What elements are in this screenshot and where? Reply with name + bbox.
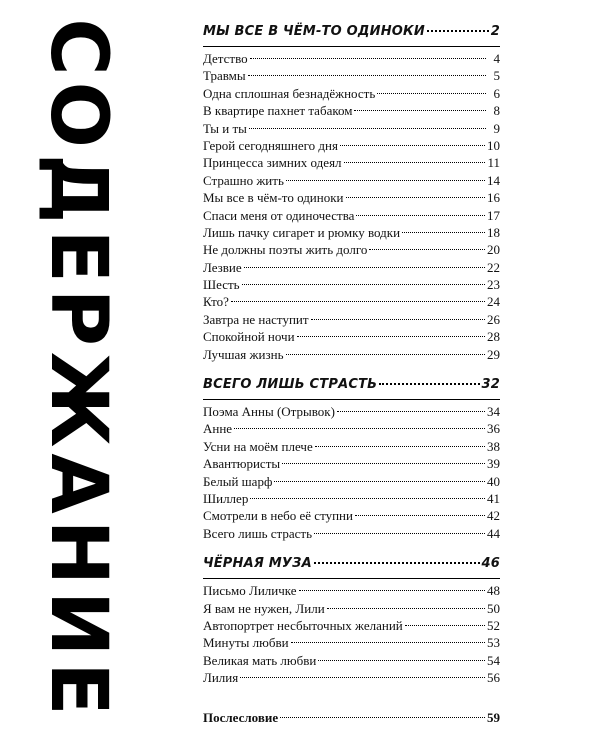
leader-dots — [354, 110, 486, 111]
entry-page: 40 — [487, 473, 500, 489]
entry-title: Лишь пачку сигарет и рюмку водки — [203, 224, 401, 240]
entry-page: 18 — [487, 224, 500, 240]
entry-page: 24 — [487, 294, 500, 310]
entry-page: 28 — [487, 329, 500, 345]
leader-dots — [291, 642, 485, 643]
leader-dots — [282, 463, 485, 464]
toc-entry[interactable] — [203, 172, 500, 189]
entry-title: Лилия — [203, 670, 239, 686]
toc-entry[interactable] — [203, 652, 500, 669]
entry-title: Завтра не наступит — [203, 311, 309, 327]
toc-entry[interactable] — [203, 85, 500, 102]
entry-list — [203, 403, 500, 542]
leader-dots — [314, 533, 485, 534]
leader-dots — [240, 677, 485, 678]
entry-title: Ты и ты — [203, 120, 247, 136]
section-title: МЫ ВСЕ В ЧЁМ-ТО ОДИНОКИ — [203, 24, 425, 39]
entry-title: Лучшая жизнь — [203, 346, 284, 362]
entry-title: Послесловие — [203, 709, 279, 725]
section-heading[interactable] — [203, 24, 500, 47]
entry-page: 39 — [487, 456, 500, 472]
entry-page: 4 — [493, 51, 500, 66]
entry-title: Смотрели в небо её ступни — [203, 508, 353, 524]
entry-list — [203, 582, 500, 686]
entry-title: Всего лишь страсть — [203, 525, 313, 541]
section-title: ЧЁРНАЯ МУЗА — [203, 556, 312, 572]
entry-title: В квартире пахнет табаком — [203, 103, 353, 119]
leader-dots — [427, 30, 489, 32]
toc-entry[interactable] — [203, 403, 500, 420]
entry-title: Великая мать любви — [203, 652, 317, 668]
leader-dots — [315, 446, 485, 447]
entry-title: Детство — [203, 51, 248, 66]
leader-dots — [337, 411, 485, 412]
section-3 — [203, 556, 500, 686]
leader-dots — [242, 284, 485, 285]
leader-dots — [280, 717, 485, 718]
entry-title: Мы все в чём-то одиноки — [203, 190, 344, 206]
entry-page: 34 — [487, 404, 500, 420]
leader-dots — [355, 515, 485, 516]
toc-entry[interactable] — [203, 438, 500, 455]
toc-entry[interactable] — [203, 311, 500, 328]
toc-entry[interactable] — [203, 346, 500, 363]
leader-dots — [369, 249, 485, 250]
toc-entry[interactable] — [203, 507, 500, 524]
entry-title: Одна сплошная безнадёжность — [203, 85, 376, 101]
section-title: ВСЕГО ЛИШЬ СТРАСТЬ — [203, 377, 378, 393]
toc-entry[interactable] — [203, 617, 500, 634]
entry-page: 53 — [487, 635, 500, 651]
entry-title: Спокойной ночи — [203, 329, 295, 345]
entry-page: 26 — [487, 311, 500, 327]
toc-entry[interactable] — [203, 328, 500, 345]
entry-page: 59 — [487, 709, 500, 725]
leader-dots — [377, 93, 486, 94]
entry-title: Кто? — [203, 294, 229, 310]
toc-entry[interactable] — [203, 102, 500, 119]
entry-list — [203, 50, 500, 363]
leader-dots — [274, 481, 485, 482]
entry-title: Герой сегодняшнего дня — [203, 137, 338, 153]
leader-dots — [344, 162, 486, 163]
leader-dots — [356, 215, 485, 216]
leader-dots — [250, 498, 485, 499]
toc-entry[interactable] — [203, 67, 500, 84]
leader-dots — [379, 383, 479, 385]
leader-dots — [297, 336, 485, 337]
side-title: СОДЕРЖАНИЕ — [33, 18, 123, 722]
toc-entry[interactable] — [203, 669, 500, 686]
section-2 — [203, 377, 500, 542]
entry-page: 41 — [487, 490, 500, 506]
entry-title: Шиллер — [203, 490, 249, 506]
entry-page: 56 — [487, 670, 500, 686]
section-page: 2 — [490, 24, 500, 39]
leader-dots — [248, 75, 486, 76]
entry-title: Не должны поэты жить долго — [203, 242, 368, 258]
toc-entry[interactable] — [203, 293, 500, 310]
entry-page: 20 — [487, 242, 500, 258]
entry-title: Авантюристы — [203, 456, 281, 472]
entry-title: Лезвие — [203, 259, 242, 275]
toc-entry[interactable] — [203, 582, 500, 599]
entry-title: Спаси меня от одиночества — [203, 207, 355, 223]
toc-entry[interactable] — [203, 241, 500, 258]
section-heading[interactable] — [203, 377, 500, 400]
toc-entry[interactable] — [203, 50, 500, 67]
entry-page: 6 — [493, 85, 500, 101]
entry-page: 11 — [487, 155, 500, 171]
toc-entry[interactable] — [203, 276, 500, 293]
entry-page: 22 — [487, 259, 500, 275]
section-page: 32 — [481, 377, 500, 393]
entry-page: 52 — [487, 617, 500, 633]
toc-entry[interactable] — [203, 137, 500, 154]
entry-page: 29 — [487, 346, 500, 362]
entry-title: Я вам не нужен, Лили — [203, 600, 325, 616]
entry-page: 44 — [487, 525, 500, 541]
entry-page: 54 — [487, 652, 500, 668]
toc-entry[interactable] — [203, 189, 500, 206]
entry-page: 23 — [487, 277, 500, 293]
entry-page: 9 — [493, 120, 500, 136]
entry-page: 8 — [493, 103, 500, 119]
leader-dots — [314, 562, 480, 564]
toc-entry[interactable] — [203, 120, 500, 137]
entry-title: Шесть — [203, 277, 240, 293]
leader-dots — [244, 267, 485, 268]
leader-dots — [327, 608, 485, 609]
leader-dots — [250, 58, 486, 59]
entry-title: Автопортрет несбыточных желаний — [203, 617, 403, 633]
toc-entry[interactable] — [203, 473, 500, 490]
toc-entry[interactable] — [203, 525, 500, 542]
toc-entry[interactable] — [203, 600, 500, 617]
entry-page: 48 — [487, 583, 500, 599]
entry-title: Принцесса зимних одеял — [203, 155, 342, 171]
toc-entry[interactable] — [203, 634, 500, 651]
entry-title: Страшно жить — [203, 172, 284, 188]
entry-title: Анне — [203, 421, 233, 437]
afterword-entry[interactable] — [203, 709, 500, 726]
entry-page: 17 — [487, 207, 500, 223]
entry-title: Письмо Лиличке — [203, 583, 297, 599]
toc-entry[interactable] — [203, 420, 500, 437]
leader-dots — [286, 180, 485, 181]
leader-dots — [311, 319, 485, 320]
entry-page: 50 — [487, 600, 500, 616]
leader-dots — [346, 197, 486, 198]
entry-title: Поэма Анны (Отрывок) — [203, 404, 335, 420]
leader-dots — [318, 660, 485, 661]
leader-dots — [340, 145, 485, 146]
leader-dots — [402, 232, 485, 233]
leader-dots — [231, 301, 485, 302]
entry-page: 5 — [493, 68, 500, 84]
entry-title: Белый шарф — [203, 473, 273, 489]
leader-dots — [299, 590, 485, 591]
entry-page: 16 — [487, 190, 500, 206]
leader-dots — [249, 128, 486, 129]
toc-entry[interactable] — [203, 259, 500, 276]
toc-entry[interactable] — [203, 224, 500, 241]
section-page: 46 — [481, 556, 500, 572]
entry-page: 10 — [487, 137, 500, 153]
leader-dots — [234, 428, 485, 429]
toc-entry[interactable] — [203, 154, 500, 171]
toc-entry[interactable] — [203, 207, 500, 224]
leader-dots — [286, 354, 485, 355]
toc-entry[interactable] — [203, 455, 500, 472]
entry-page: 42 — [487, 508, 500, 524]
entry-title: Минуты любви — [203, 635, 289, 651]
table-of-contents — [203, 24, 500, 726]
leader-dots — [405, 625, 485, 626]
entry-page: 14 — [487, 172, 500, 188]
entry-page: 36 — [487, 421, 500, 437]
entry-title: Травмы — [203, 68, 246, 84]
toc-entry[interactable] — [203, 490, 500, 507]
entry-title: Усни на моём плече — [203, 438, 313, 454]
section-heading[interactable] — [203, 556, 500, 579]
entry-page: 38 — [487, 438, 500, 454]
section-1 — [203, 24, 500, 363]
